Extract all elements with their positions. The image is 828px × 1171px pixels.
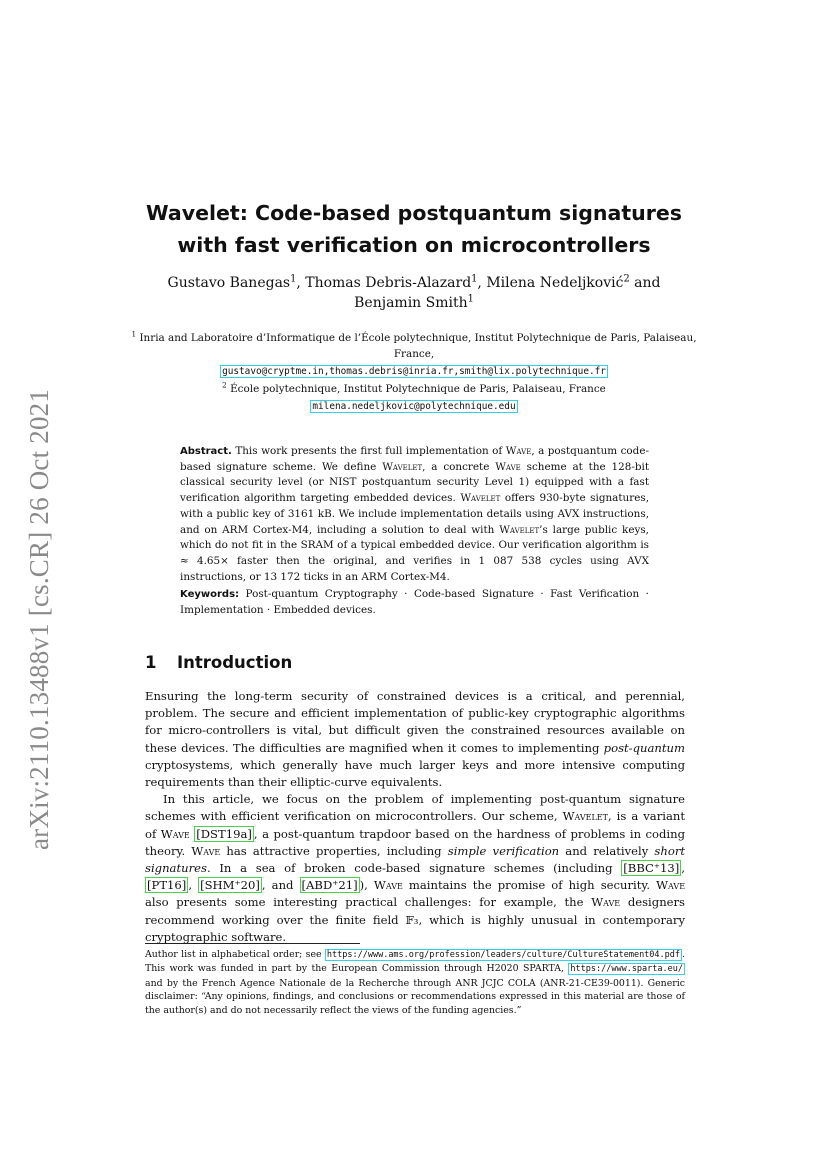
scheme-name: Wave	[373, 878, 403, 893]
affiliation-2	[130, 381, 698, 397]
para-text: designers recommend working over the finite field 𝔽₃, which is highly unusual in contemporary cryptographic software.	[145, 895, 686, 944]
title-line-2: with fast verification on microcontrollers	[177, 233, 651, 257]
footnote	[145, 948, 685, 1017]
email-link[interactable]: gustavo@cryptme.in,thomas.debris@inria.fr,smith@lix.polytechnique.fr	[222, 366, 606, 378]
citation-link[interactable]: [ABD⁺21]	[301, 878, 358, 893]
affil-text: Inria and Laboratoire d’Informatique de l’École polytechnique, Institut Polytechnique de Paris, Palaiseau, France,	[139, 332, 697, 361]
para-text: , and	[261, 878, 294, 893]
author-name: Thomas Debris-Alazard	[305, 275, 472, 291]
citation-link[interactable]: [BBC⁺13]	[623, 861, 680, 876]
abstract-text: offers 930-byte signatures, with a public key of 3161 kB. We include implementation details using AVX instructions, and on ARM Cortex-M4, including a solution to deal with	[180, 492, 649, 536]
para-text: and relatively	[565, 843, 649, 858]
scheme-name: Wavelet	[382, 460, 423, 473]
author-affil-mark: 1	[471, 273, 478, 285]
author-affil-mark: 1	[290, 273, 297, 285]
abstract-label: Abstract.	[180, 446, 232, 457]
abstract-text: , a concrete	[422, 460, 490, 473]
email-link[interactable]: milena.nedeljkovic@polytechnique.edu	[312, 400, 516, 412]
author-list: Gustavo Banegas$^1$, Thomas Debris-Alazard$^1$, Milena Nedeljković$^2$ and Benjamin Smith$^1$	[167, 273, 661, 311]
body-text	[145, 688, 685, 946]
footnote-text: . This work was funded in part by the European Commission through H2020 SPARTA,	[145, 949, 685, 975]
title-line-1: Wavelet: Code-based postquantum signatures	[146, 201, 682, 225]
paragraph	[145, 688, 685, 791]
citation-link[interactable]: [PT16]	[147, 878, 187, 893]
scheme-name: Wave	[191, 843, 221, 858]
affil-mark: 2	[222, 380, 227, 390]
scheme-name: Wave	[591, 895, 621, 910]
abstract-text: This work presents the first full implementation of	[235, 445, 503, 457]
footnote-text: Author list in alphabetical order; see	[145, 949, 322, 960]
para-text: , a post-quantum trapdoor based on the hardness of problems in coding theory.	[145, 826, 686, 858]
abstract-text: ’s large public keys, which do not fit in the SRAM of a typical embedded device. Our verification algorithm is ≈ 4.65× faster then the original, and verifies in 1 087 538 cycles using AVX instructions, or 13 172 ticks in an ARM Cortex-M4.	[180, 523, 649, 583]
author-conjunction: and	[634, 275, 661, 291]
para-text: , is a variant of	[145, 809, 686, 841]
section-heading	[145, 653, 292, 672]
author-name: Milena Nedeljković	[486, 275, 624, 291]
citation-link[interactable]: [SHM⁺20]	[200, 878, 260, 893]
footnote-text: and by the French Agence Nationale de la Recherche through ANR JCJC COLA (ANR-21-CE39-0011). Generic disclaimer: “Any opinions, findings, and conclusions or recommendations expressed in this material are those of the author(s) and do not necessarily reflect the views of the funding agencies.”	[145, 977, 685, 1016]
scheme-name: Wavelet	[460, 492, 501, 505]
abstract-text: , a postquantum code-based signature scheme. We define	[180, 445, 649, 473]
abstract	[180, 444, 649, 585]
para-text: In this article, we focus on the problem of implementing post-quantum signature schemes with efficient verification on microcontrollers. Our scheme,	[145, 792, 685, 824]
author-affil-mark: 2	[623, 273, 630, 285]
keywords-label: Keywords:	[180, 589, 240, 600]
section-number: 1	[145, 653, 157, 672]
affil-text: École polytechnique, Institut Polytechnique de Paris, Palaiseau, France	[230, 382, 606, 395]
para-emphasis: short signatures	[145, 843, 686, 876]
para-text: Ensuring the long-term security of constrained devices is a critical, and perennial, problem. The secure and efficient implementation of public-key cryptographic algorithms for micro-controllers is vital, but difficult given the constrained resources available on these devices. The difficulties are magnified when it comes to implementing	[145, 689, 685, 755]
footnote-rule	[145, 943, 360, 944]
para-text: . In a sea of broken code-based signature schemes (including	[206, 861, 613, 876]
affiliation-1	[130, 330, 698, 362]
para-text: has attractive properties, including	[226, 843, 442, 858]
author-name: Gustavo Banegas	[167, 275, 291, 291]
scheme-name: Wave	[505, 445, 532, 457]
abstract-text: scheme at the 128-bit classical security level (or NIST postquantum security Level 1) equipped with a fast verification algorithm targeting embedded devices.	[180, 460, 649, 505]
scheme-name: Wave	[160, 826, 190, 841]
paper-title	[120, 197, 708, 261]
para-text: maintains the promise of high security.	[408, 878, 651, 893]
keywords-text: Post-quantum Cryptography · Code-based Signature · Fast Verification · Implementation · Embedded devices.	[180, 588, 649, 616]
keywords	[180, 587, 649, 618]
author-name: Benjamin Smith	[354, 295, 468, 311]
paragraph: In this article, we focus on the problem of implementing post-quantum signature schemes with efficient verification on microcontrollers. Our scheme, Wavelet, is a variant of Wave [DST19a] , a post-quantum trapdoor based on the hardness of problems in coding theory. Wave has attractive properties, including simple verification and relatively short signatures. In a sea of broken code-based signature schemes (including [BBC⁺13] , [PT16] , [SHM⁺20] , and [ABD⁺21] ), Wave maintains the promise of high security. Wave also presents some interesting practical challenges: for example, the Wave designers recommend working over the finite field 𝔽₃, which is highly unusual in contemporary cryptographic software.	[145, 792, 686, 944]
scheme-name: Wave	[495, 460, 521, 473]
affiliations	[130, 330, 698, 415]
para-text: ),	[359, 878, 368, 893]
affil-mark: 1	[131, 329, 137, 339]
author-affil-mark: 1	[467, 293, 474, 305]
para-text: cryptosystems, which generally have much larger keys and more intensive computing requirements than their elliptic-curve equivalents.	[145, 757, 685, 790]
para-text: also presents some interesting practical challenges: for example, the	[145, 895, 584, 910]
para-emphasis: post-quantum	[603, 740, 685, 755]
scheme-name: Wavelet	[562, 809, 608, 824]
scheme-name: Wave	[656, 878, 686, 893]
arxiv-stamp: arXiv:2110.13488v1 [cs.CR] 26 Oct 2021	[24, 388, 54, 850]
section-title: Introduction	[177, 653, 293, 672]
para-emphasis: simple verification	[447, 843, 560, 858]
footnote-url-link[interactable]: https://www.ams.org/profession/leaders/culture/CultureStatement04.pdf	[326, 950, 681, 960]
citation-link[interactable]: [DST19a]	[196, 826, 252, 841]
scheme-name: Wavelet	[499, 523, 540, 536]
footnote-url-link[interactable]: https://www.sparta.eu/	[570, 964, 683, 975]
